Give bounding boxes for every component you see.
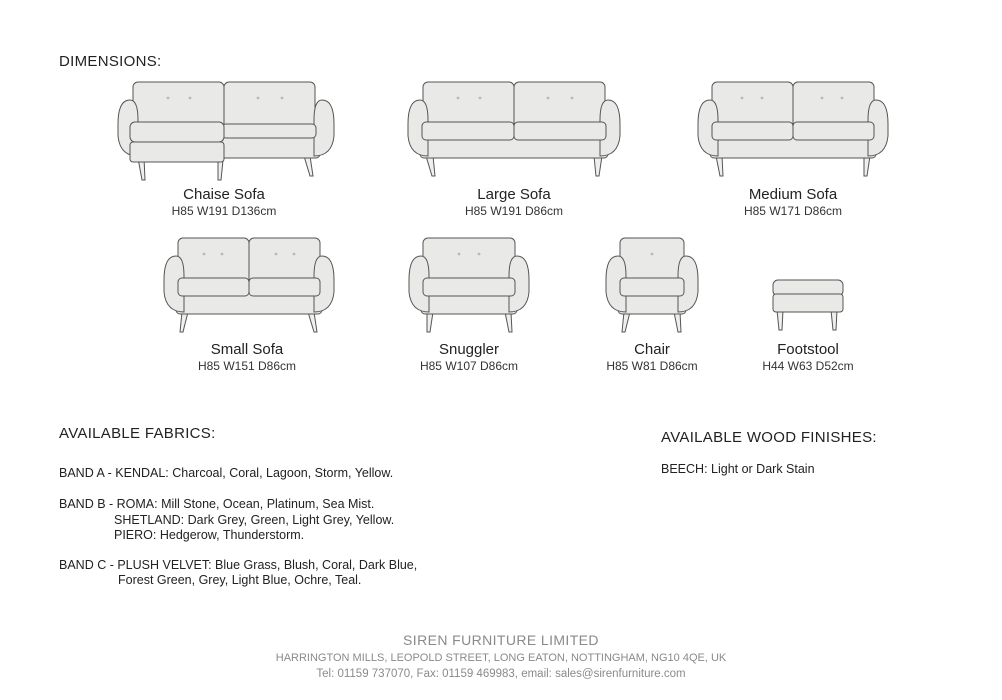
product-dimensions: H85 W191 D86cm xyxy=(464,204,564,218)
product-name: Small Sofa xyxy=(210,341,284,358)
product-name: Medium Sofa xyxy=(748,186,838,203)
dimensions-heading: DIMENSIONS: xyxy=(59,53,162,70)
fabric-band-b-line: BAND B - ROMA: Mill Stone, Ocean, Platinum, Sea Mist. xyxy=(59,497,375,511)
product-dimensions: H85 W151 D86cm xyxy=(197,359,297,373)
product-snuggler xyxy=(369,341,569,374)
product-dimensions: H85 W191 D136cm xyxy=(171,204,277,218)
fabric-band-c-line: BAND C - PLUSH VELVET: Blue Grass, Blush, Coral, Dark Blue, xyxy=(59,558,418,572)
product-name: Snuggler xyxy=(438,341,500,358)
wood-beech: BEECH: Light or Dark Stain xyxy=(661,462,815,476)
medium-sofa-drawing xyxy=(696,80,890,180)
fabric-band-c-line: Forest Green, Grey, Light Blue, Ochre, Teal. xyxy=(118,573,362,587)
fabric-band-b-line: SHETLAND: Dark Grey, Green, Light Grey, Yellow. xyxy=(114,513,395,527)
footer-company: SIREN FURNITURE LIMITED xyxy=(403,632,599,648)
fabrics-heading: AVAILABLE FABRICS: xyxy=(59,425,216,442)
fabric-band-a: BAND A - KENDAL: Charcoal, Coral, Lagoon, Storm, Yellow. xyxy=(59,466,394,480)
product-dimensions: H85 W107 D86cm xyxy=(419,359,519,373)
footer-address: HARRINGTON MILLS, LEOPOLD STREET, LONG EATON, NOTTINGHAM, NG10 4QE, UK xyxy=(275,652,727,664)
product-name: Chair xyxy=(634,341,670,358)
product-chaise-sofa xyxy=(124,186,324,219)
small-sofa-drawing xyxy=(162,236,336,336)
wood-finishes-heading: AVAILABLE WOOD FINISHES: xyxy=(661,429,877,446)
product-name: Large Sofa xyxy=(477,186,551,203)
product-medium-sofa xyxy=(693,186,893,219)
footstool-drawing xyxy=(771,278,845,334)
product-small-sofa xyxy=(147,341,347,374)
snuggler-drawing xyxy=(407,236,531,336)
product-large-sofa xyxy=(414,186,614,219)
product-dimensions: H85 W171 D86cm xyxy=(743,204,843,218)
product-name: Footstool xyxy=(777,341,839,358)
product-dimensions: H44 W63 D52cm xyxy=(762,359,854,373)
chair-drawing xyxy=(604,236,700,336)
chaise-sofa-drawing xyxy=(116,80,336,184)
product-footstool xyxy=(708,341,908,374)
fabric-band-b-line: PIERO: Hedgerow, Thunderstorm. xyxy=(114,528,305,542)
large-sofa-drawing xyxy=(406,80,622,180)
product-dimensions: H85 W81 D86cm xyxy=(606,359,698,373)
footer-contact: Tel: 01159 737070, Fax: 01159 469983, email: sales@sirenfurniture.com xyxy=(316,668,686,680)
product-name: Chaise Sofa xyxy=(183,186,265,203)
